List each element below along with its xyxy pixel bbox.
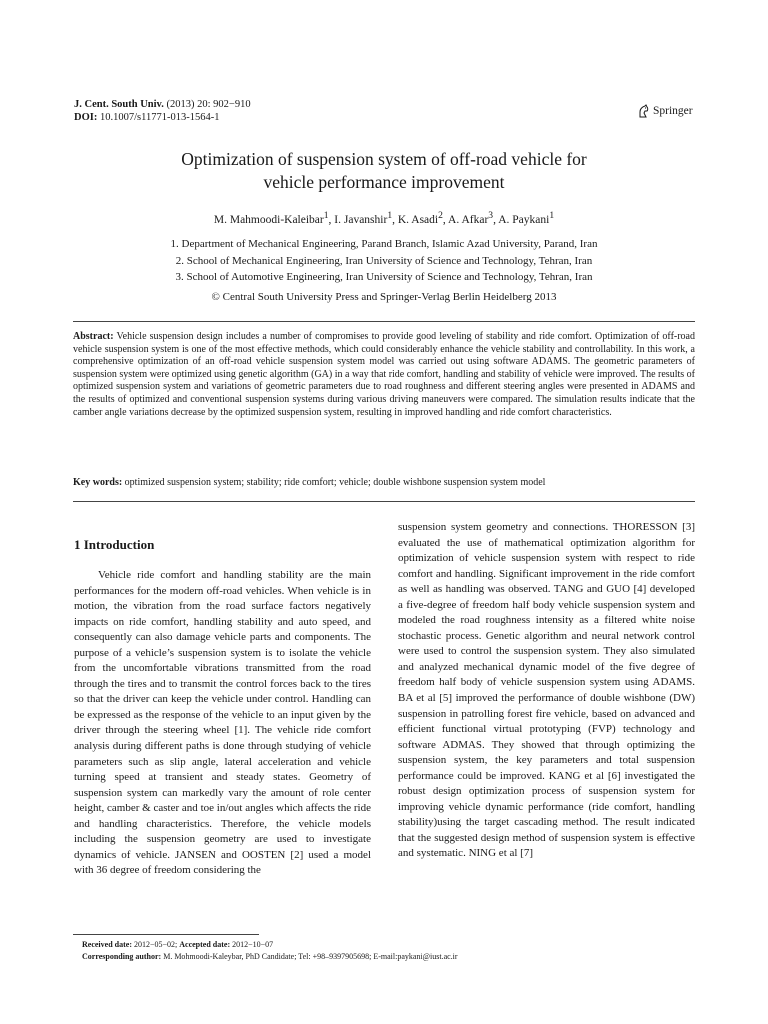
corresponding-value: M. Mohmoodi-Kaleybar, PhD Candidate; Tel: +98–9397905698; E-mail:paykani@iust.ac.ir	[163, 952, 458, 961]
journal-citation: (2013) 20: 902−910	[166, 99, 251, 110]
abstract-label: Abstract:	[73, 331, 114, 342]
affiliations	[84, 236, 684, 286]
footnote	[82, 939, 458, 963]
author-list	[84, 210, 684, 226]
author: K. Asadi$^2$,	[397, 210, 449, 226]
received-value: 2012−05−02;	[133, 940, 178, 949]
affiliation-2: 2. School of Mechanical Engineering, Iran University of Science and Technology, Tehran, Iran	[175, 254, 593, 267]
publisher-logo	[637, 104, 693, 118]
footnote-divider	[73, 934, 259, 935]
keywords-label: Key words:	[73, 477, 123, 488]
corresponding-line	[82, 951, 458, 963]
intro-paragraph-continued: suspension system geometry and connections. THORESSON [3] evaluated the use of mathematical optimization algorithm for optimization of vehicle suspension system with respect to ride comfort and handling. Significant improvement in the ride comfort as well as handling was observed. TANG and GUO [4] developed a five-degree of freedom half body vehicle suspension system and modeled the road roughness intensity as a filtered white noise stochastic process. Genetic algorithm and neural network control were used to control the suspension system. They also simulated and analyzed mechanical dynamic model of the five degree of freedom half body of vehicle suspension system using ADAMS. BA et al [5] improved the performance of double wishbone (DW) suspension in patrolling forest fire vehicle, based on advanced and efficient functional virtual prototyping (FVP) technology and software ADMAS. They showed that through optimizing the suspension system, the key parameters and total suspension performance could be improved. KANG et al [6] investigated the robust design optimization process of suspension system for improving vehicle dynamic performance (ride comfort, handling stability)using the target cascading method. The result indicated that the suggested design method of suspension system is effective and systematic. NING et al [7]	[398, 521, 695, 860]
abstract-divider	[73, 501, 695, 502]
abstract-text: Vehicle suspension design includes a number of compromises to provide good leveling of stability and ride comfort. Optimization of off-road vehicle suspension system is one of the most effective methods, which could considerably enhance the vehicle stability and controllability. In this work, a comprehensive optimization of an off-road vehicle suspension system model was carried out using software ADAMS. The geometric parameters of suspension system were optimized using genetic algorithm (GA) in a way that ride comfort, handling and stability of vehicle were improved. The results of optimized suspension system and variations of geometric parameters due to road roughness and different steering angles were presented in ADAMS and the results of optimized and conventional suspension systems during various driving maneuvers were compared. The simulation results indicate that the camber angle variations decrease by the optimized suspension system, resulting in improved handling and ride comfort characteristics.	[73, 331, 696, 418]
accepted-label: Accepted date:	[179, 940, 231, 949]
author: A. Paykani$^1$	[498, 210, 555, 226]
accepted-value: 2012−10−07	[232, 940, 274, 949]
affiliation-1: 1. Department of Mechanical Engineering, Parand Branch, Islamic Azad University, Parand, Iran	[170, 238, 598, 250]
dates-line	[82, 939, 458, 951]
paper-title	[100, 148, 668, 194]
keywords	[73, 476, 695, 489]
doi-line	[74, 111, 251, 124]
received-label: Received date:	[82, 940, 132, 949]
left-column	[74, 568, 371, 879]
doi-label: DOI:	[74, 112, 98, 123]
section-heading: 1 Introduction	[74, 537, 155, 552]
doi-value[interactable]: 10.1007/s11771-013-1564-1	[99, 112, 220, 123]
author: I. Javanshir$^1$,	[334, 210, 398, 226]
publisher-name: Springer	[653, 105, 693, 117]
journal-info	[74, 98, 251, 124]
corresponding-label: Corresponding author:	[82, 952, 162, 961]
author: M. Mahmoodi-Kaleibar$^1$,	[213, 210, 335, 226]
copyright-notice: © Central South University Press and Springer-Verlag Berlin Heidelberg 2013	[211, 291, 557, 303]
keywords-text: optimized suspension system; stability; ride comfort; vehicle; double wishbone suspension system model	[124, 477, 546, 488]
right-column	[398, 520, 695, 862]
affiliation-3: 3. School of Automotive Engineering, Iran University of Science and Technology, Tehran, Iran	[175, 271, 593, 283]
header-divider	[73, 321, 695, 322]
title-line-2: vehicle performance improvement	[263, 172, 505, 192]
title-line-1: Optimization of suspension system of off-road vehicle for	[181, 149, 587, 169]
journal-abbrev: J. Cent. South Univ.	[74, 99, 164, 110]
intro-paragraph: Vehicle ride comfort and handling stability are the main performances for the modern off-road vehicles. When vehicle is in motion, the vibration from the road surface factors negatively impacts on ride comfort, handling stability and auto speed, and consequently can also damage vehicle parts and components. The purpose of a vehicle’s suspension system is to isolate the vehicle from the uncomfortable vibrations transmitted from the road through the tires and to transmit the control forces back to the tires so that the driver can keep the vehicle under control. Handling can be expressed as the response of the vehicle to an input given by the driver through the steering wheel [1]. The vehicle ride comfort analysis during different paths is done through studying of vehicle parameters such as slip angle, lateral acceleration and vehicle turning speed at transient and steady states. Geometry of suspension system can markedly vary the amount of role center height, camber & caster and toe in/out angles which affects the ride and handling characteristics. Therefore, the vehicle models including the suspension geometry are used to investigate dynamics of vehicle. JANSEN and OOSTEN [2] used a model with 36 degree of freedom considering the	[74, 569, 371, 877]
author: A. Afkar$^3$,	[448, 210, 499, 226]
springer-horse-icon	[637, 104, 650, 118]
abstract	[73, 331, 695, 419]
journal-citation-line	[74, 98, 251, 111]
